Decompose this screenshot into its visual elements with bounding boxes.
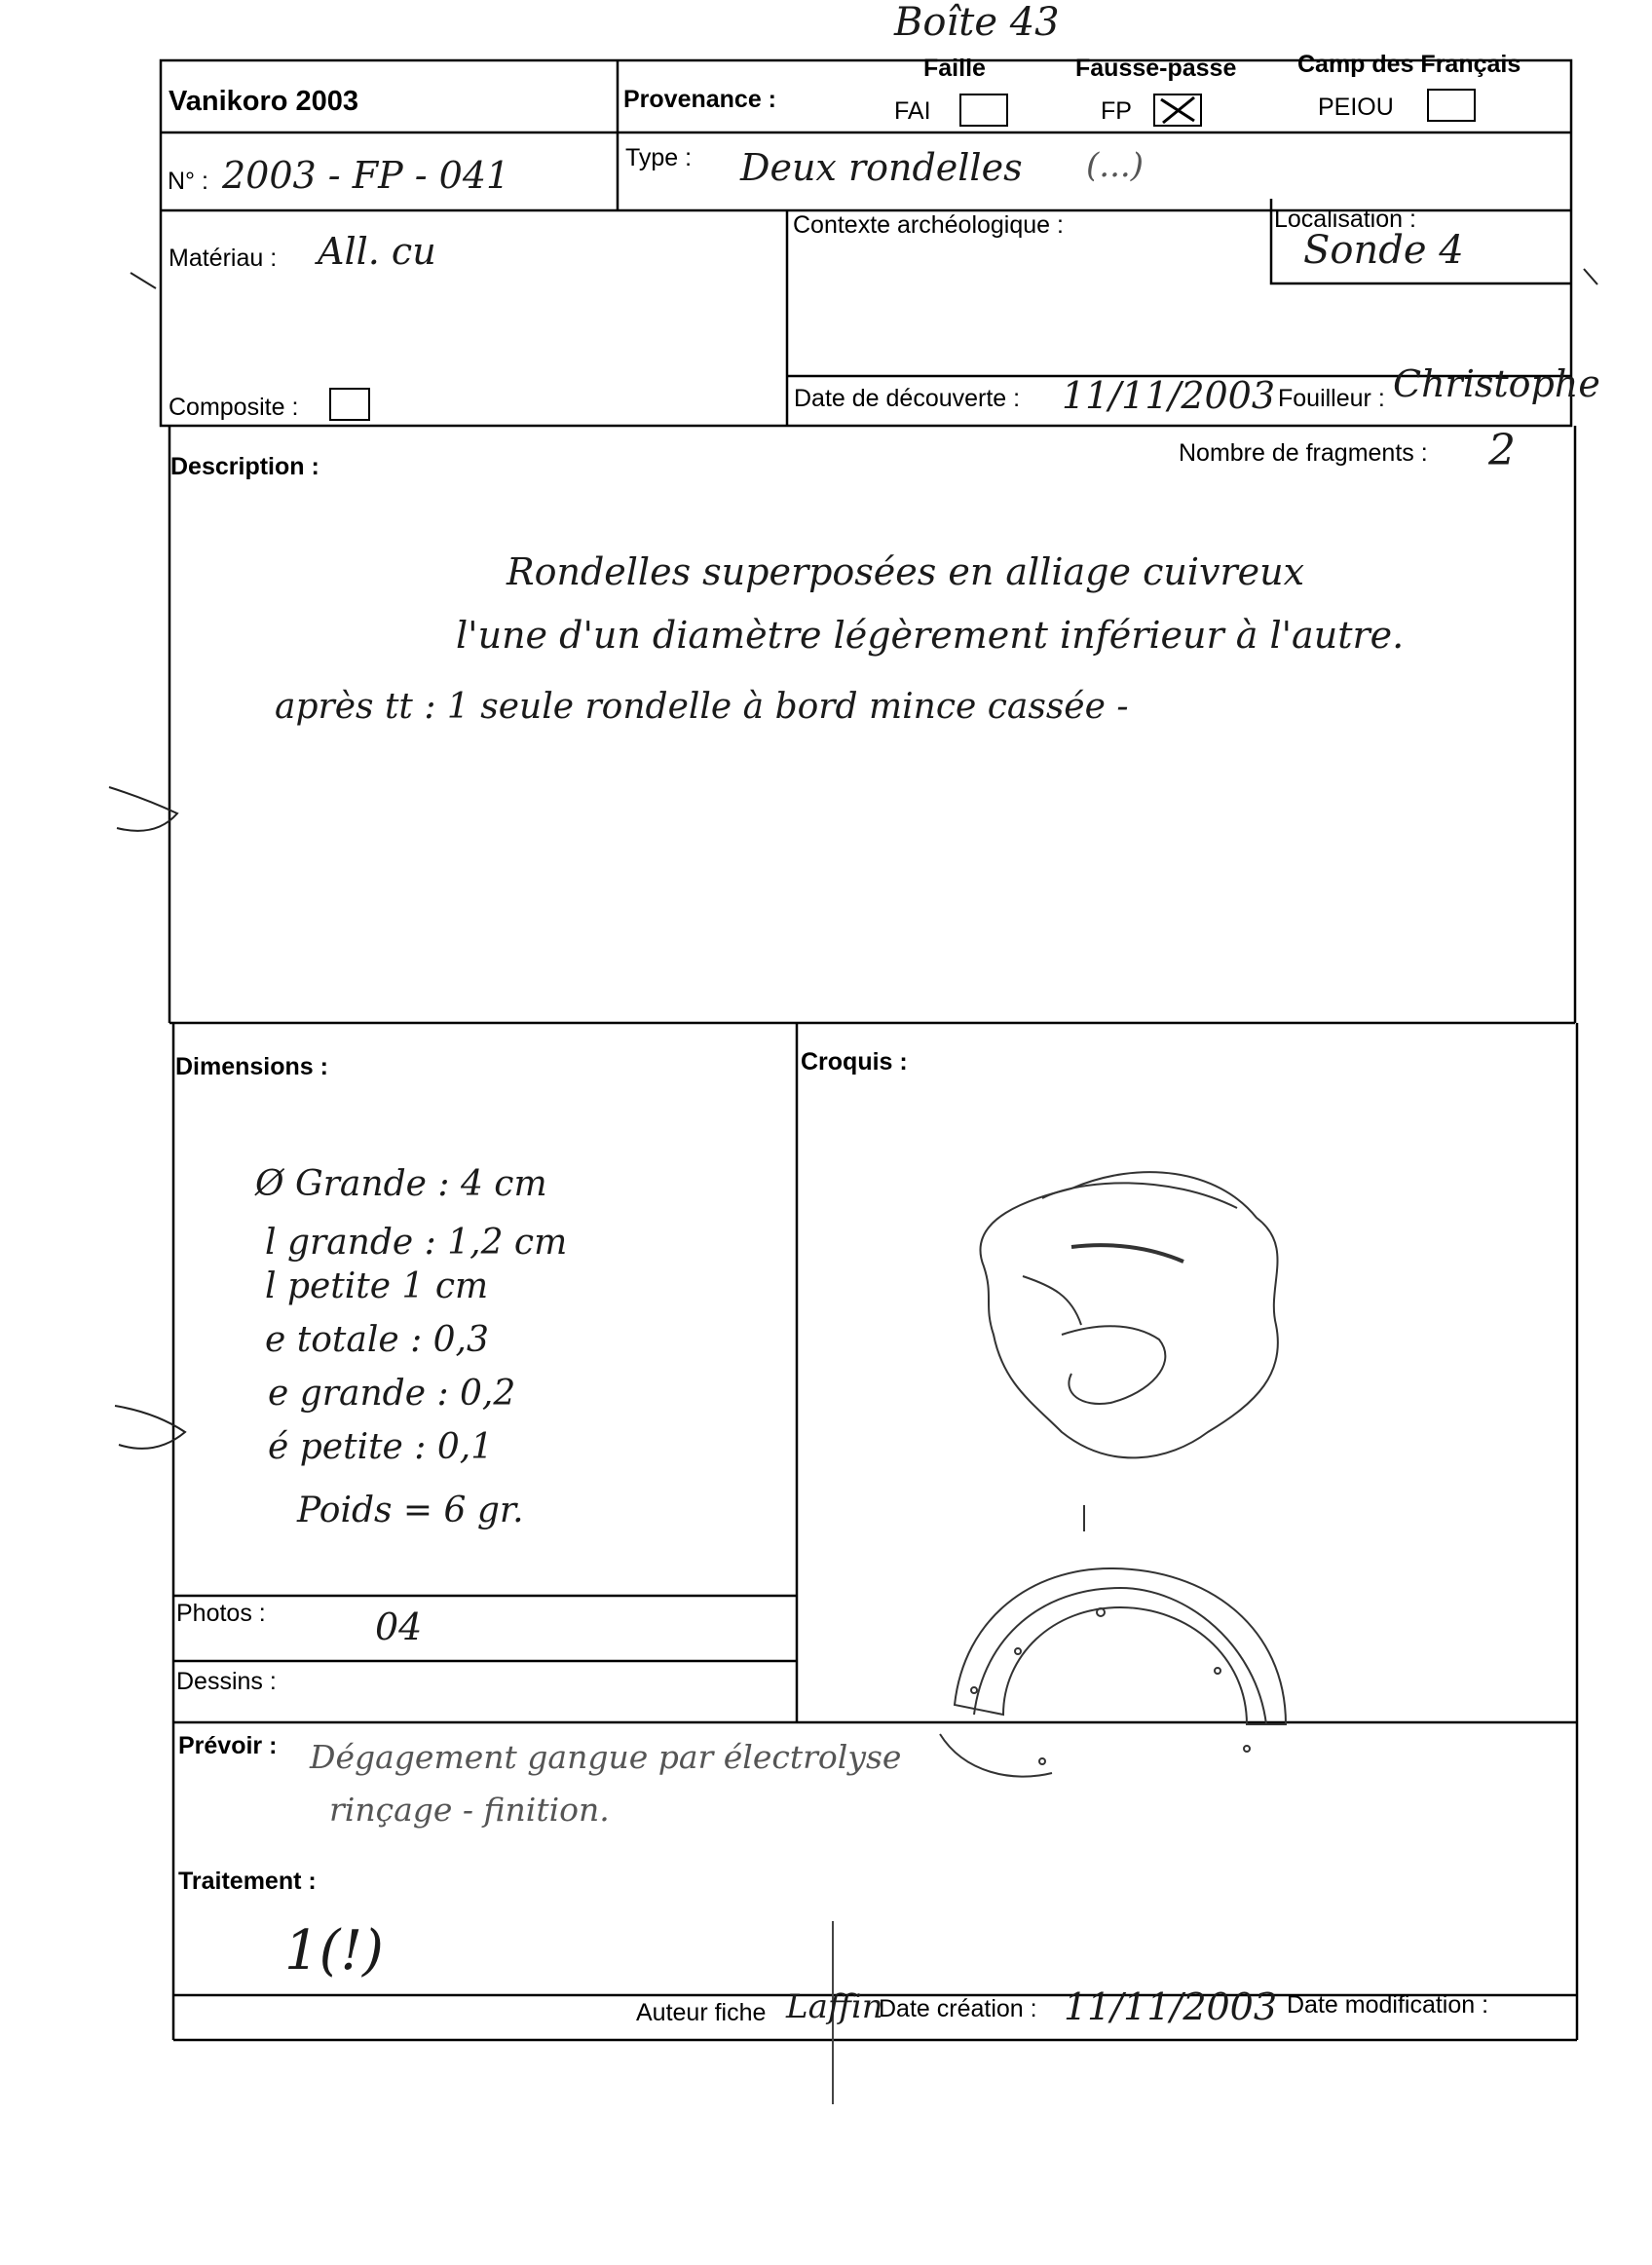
dimension-line: l petite 1 cm — [265, 1266, 489, 1306]
fragments-label: Nombre de fragments : — [1179, 439, 1428, 467]
punch-hole-mark — [109, 787, 177, 831]
dimension-line: Poids = 6 gr. — [297, 1491, 524, 1530]
option-code-fp: FP — [1101, 97, 1132, 125]
checkbox-fai[interactable] — [959, 94, 1008, 127]
type-label: Type : — [625, 144, 693, 171]
project-title: Vanikoro 2003 — [169, 86, 359, 117]
decouverte-value[interactable]: 11/11/2003 — [1062, 374, 1276, 417]
dimension-line: e grande : 0,2 — [268, 1374, 516, 1414]
description-line-2: l'une d'un diamètre légèrement inférieur à l'autre. — [456, 614, 1405, 657]
fouilleur-value[interactable]: Christophe — [1393, 362, 1600, 405]
dimension-line: é petite : 0,1 — [268, 1427, 494, 1467]
rondelle-mark — [1071, 1245, 1183, 1262]
dessins-label: Dessins : — [176, 1668, 277, 1695]
prevoir-label: Prévoir : — [178, 1732, 278, 1759]
dimension-line: e totale : 0,3 — [265, 1320, 489, 1360]
traitement-label: Traitement : — [178, 1868, 317, 1895]
prevoir-line-1: Dégagement gangue par électrolyse — [310, 1738, 902, 1776]
rivet-hole — [1015, 1648, 1021, 1654]
dimension-line: Ø Grande : 4 cm — [255, 1164, 547, 1204]
provenance-label: Provenance : — [623, 86, 777, 113]
modification-label: Date modification : — [1287, 1991, 1489, 2019]
rivet-hole — [1039, 1758, 1045, 1764]
checkbox-composite[interactable] — [329, 388, 370, 421]
photos-value[interactable]: 04 — [375, 1605, 423, 1648]
rondelle-bottom-outline — [955, 1568, 1286, 1724]
fouilleur-label: Fouilleur : — [1278, 385, 1385, 412]
decouverte-label: Date de découverte : — [794, 385, 1021, 412]
croquis-sketch — [925, 1140, 1334, 1802]
localisation-value[interactable]: Sonde 4 — [1303, 228, 1464, 273]
option-title-camp-des-francais: Camp des Français — [1297, 51, 1521, 78]
dimension-line: l grande : 1,2 cm — [265, 1223, 568, 1263]
option-title-faille: Faille — [923, 55, 986, 82]
option-code-fai: FAI — [894, 97, 931, 125]
rivet-hole — [971, 1687, 977, 1693]
creation-label: Date création : — [879, 1995, 1037, 2022]
fragments-value[interactable]: 2 — [1488, 426, 1516, 475]
type-extra: (...) — [1086, 146, 1144, 185]
type-value[interactable]: Deux rondelles — [740, 146, 1023, 189]
option-code-peiou: PEIOU — [1318, 94, 1394, 121]
rivet-hole — [1215, 1668, 1220, 1674]
rondelle-rim-arc — [1042, 1183, 1237, 1208]
traitement-value[interactable]: 1(!) — [284, 1919, 384, 1982]
number-value[interactable]: 2003 - FP - 041 — [222, 154, 510, 197]
materiau-label: Matériau : — [169, 245, 278, 272]
rivet-hole — [1244, 1746, 1250, 1752]
dimensions-label: Dimensions : — [175, 1053, 328, 1080]
materiau-value[interactable]: All. cu — [318, 230, 436, 273]
check-mark-icon — [1155, 95, 1200, 125]
creation-value[interactable]: 11/11/2003 — [1064, 1985, 1278, 2028]
croquis-label: Croquis : — [801, 1048, 908, 1076]
localisation-label: Localisation : — [1274, 206, 1416, 233]
auteur-label: Auteur fiche — [636, 1999, 767, 2026]
description-label: Description : — [170, 453, 319, 480]
number-label: N° : — [168, 168, 208, 195]
auteur-value[interactable]: Laffin — [786, 1987, 883, 2026]
option-title-fausse-passe: Fausse-passe — [1075, 55, 1237, 82]
checkbox-fp[interactable] — [1153, 94, 1202, 127]
composite-label: Composite : — [169, 394, 299, 421]
description-line-3: après tt : 1 seule rondelle à bord mince cassée - — [275, 687, 1129, 727]
rondelle-fold — [1062, 1326, 1165, 1404]
photos-label: Photos : — [176, 1600, 266, 1627]
description-line-1: Rondelles superposées en alliage cuivreux — [507, 550, 1305, 593]
box-annotation: Boîte 43 — [894, 0, 1060, 45]
prevoir-line-2: rinçage - finition. — [329, 1791, 610, 1829]
contexte-label: Contexte archéologique : — [793, 211, 1064, 239]
rondelle-top-outline — [980, 1172, 1277, 1457]
checkbox-peiou[interactable] — [1427, 89, 1476, 122]
